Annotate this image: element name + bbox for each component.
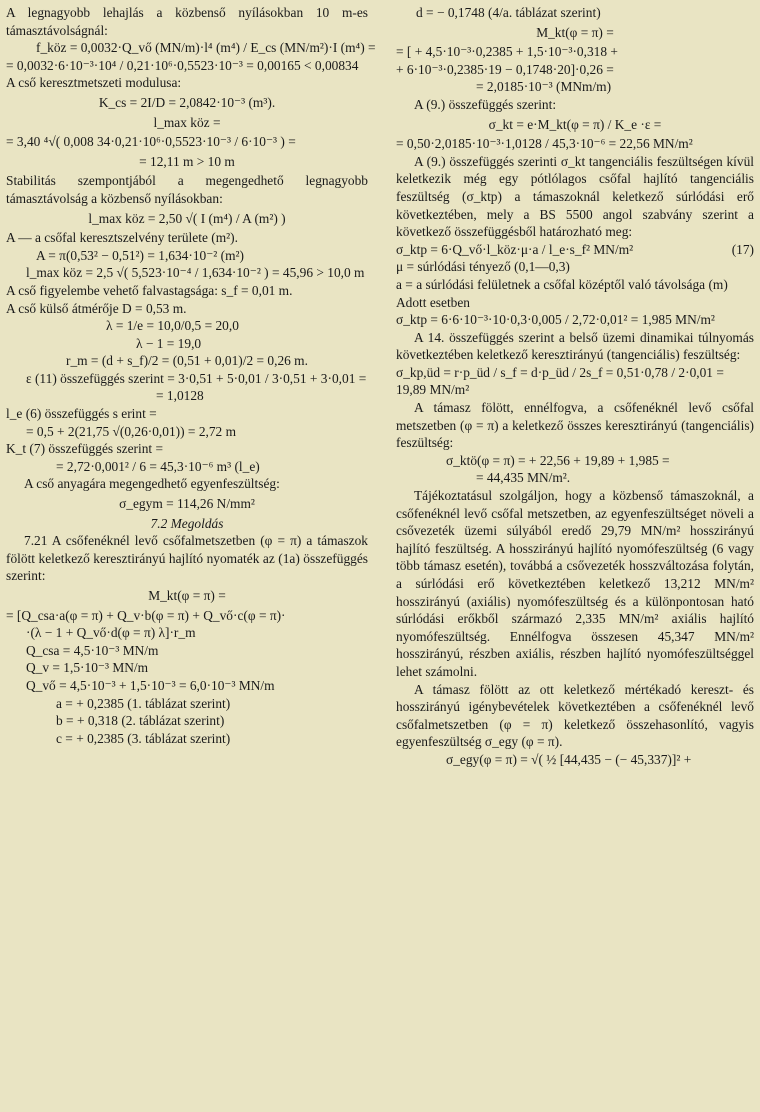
text-content: 7.2 Megoldás [150,515,224,531]
text-paragraph [396,276,754,294]
text-content: A cső anyagára megengedhető egyenfeszültség: [24,476,280,492]
text-content: Q_csa = 4,5·10⁻³ MN/m [26,642,159,658]
text-content: A cső külső átmérője D = 0,53 m. [6,300,187,316]
text-content: A támasz fölött, ennélfogva, a csőfenéknél levő csőfal metszetben (φ = π) a keletkező összes keresztirányú (tangenciális) feszültség: [396,400,754,451]
text-paragraph [6,74,368,92]
equation-number: (17) [731,241,754,257]
text-content: σ_egy(φ = π) = √( ½ [44,435 − (− 45,337)]² + [446,751,692,767]
equation-line [6,677,368,695]
text-paragraph [396,294,754,312]
equation-line [396,61,754,79]
equation-line [396,43,754,61]
text-content: l_max köz = [153,114,221,130]
text-content: Stabilitás szempontjából a megengedhető legnagyobb támasztávolság a közbenső nyílásokban: [6,173,368,206]
text-content: M_kt(φ = π) = [536,24,614,40]
text-content: = 0,0032·6·10⁻³·10⁴ / 0,21·10⁶·0,5523·10⁻³ = 0,00165 < 0,00834 [6,57,359,73]
text-content: = [Q_csa·a(φ = π) + Q_v·b(φ = π) + Q_vő·c(φ = π)· [6,607,286,623]
text-content: = 0,5 + 2(21,75 √(0,26·0,01)) = 2,72 m [26,423,237,439]
text-content: Tájékoztatásul szolgáljon, hogy a közbenső támaszoknál, a csőfenéknél levő csőfal metszetben, az egyenfeszültséget növeli a csővezeték üzemi súlyából eredő 29,79 MN/m² hosszirányú hajlító feszültség. A hosszirányú hajlító nyomófeszültség (6 vagy több támasz esetén), továbbá a csővezeték hosszváltozása folytán, a súrlódási erő következtében keletkező 13,212 MN/m² hosszirányú (axiális) nyomófeszültség és a különpontosan ható súrlódási erőkből származó 2,335 MN/m² axiális hajlító nyomófeszültség. Ennélfogva összesen 45,347 MN/m² hosszirányú, részben axiális, részben hajlító nyomófeszültséggel lehet számolni. [396,488,754,679]
text-content: = [ + 4,5·10⁻³·0,2385 + 1,5·10⁻³·0,318 + [396,44,618,60]
text-paragraph [6,282,368,300]
text-content: ε (11) összefüggés szerint = 3·0,51 + 5·0,01 / 3·0,51 + 3·0,01 = [26,370,367,386]
equation-line [6,659,368,677]
text-content: A = π(0,53² − 0,51²) = 1,634·10⁻² (m²) [36,247,245,263]
equation-line [6,39,376,57]
equation-line [6,153,368,171]
equation-line [6,94,368,112]
text-content: A 14. összefüggés szerint a belső üzemi dinamikai túlnyomás következtében keletkező keresztirányú (tangenciális) feszültség: [396,329,754,363]
text-paragraph [6,4,368,39]
right-column [396,4,754,769]
text-content: = 1,0128 [156,388,204,404]
text-content: σ_ktp = 6·6·10⁻³·10·0,3·0,005 / 2,72·0,01² = 1,985 MN/m² [396,312,715,328]
text-paragraph [396,153,754,241]
text-content: A támasz fölött az ott keletkező mértékadó kereszt- és hosszirányú igénybevételek következtében a csőfenéknél levő csőfalmetszetben (φ = π) keletkező összehasonlító, vagyis egyenfeszültség σ_egy (φ = π). [396,681,754,750]
text-content: d = − 0,1748 (4/a. táblázat szerint) [416,5,601,20]
text-content: = 3,40 ⁴√( 0,008 34·0,21·10⁶·0,5523·10⁻³ / 6·10⁻³ ) = [6,134,296,150]
text-content: = 2,72·0,001² / 6 = 45,3·10⁻⁶ m³ (l_e) [56,458,260,474]
equation-line [396,311,754,329]
text-content: 7.21 A csőfenéknél levő csőfalmetszetben (φ = π) a támaszok fölött keletkező keresztirányú hajlító nyomaték az (1a) összefüggés szerint: [6,533,368,584]
text-paragraph [6,440,368,458]
text-content: b = + 0,318 (2. táblázat szerint) [56,713,225,729]
text-paragraph [396,487,754,681]
text-content: 19,89 MN/m² [396,382,470,398]
text-paragraph [396,258,754,276]
equation-line [6,712,368,730]
text-content: = 2,0185·10⁻³ (MNm/m) [476,79,612,95]
equation-line [396,241,754,259]
text-content: = 0,50·2,0185·10⁻³·1,0128 / 45,3·10⁻⁶ = 22,56 MN/m² [396,136,693,152]
equation-line [6,352,368,370]
text-content: ·(λ − 1 + Q_vő·d(φ = π) λ]·r_m [26,625,196,641]
equation-line [396,78,754,96]
equation-line [396,24,754,42]
text-paragraph [396,399,754,452]
text-content: = 12,11 m > 10 m [139,153,235,169]
text-content: σ_kp,üd = r·p_üd / s_f = d·p_üd / 2s_f = 0,51·0,78 / 2·0,01 = [396,364,724,380]
equation-line [6,114,368,132]
text-paragraph [396,329,754,364]
text-paragraph [6,532,368,585]
equation-line [6,370,368,388]
equation-line [6,624,368,642]
text-content: c = + 0,2385 (3. táblázat szerint) [56,730,231,746]
text-content: A (9.) összefüggés szerint: [414,96,557,112]
text-content: Q_v = 1,5·10⁻³ MN/m [26,660,149,676]
equation-line [6,247,368,265]
equation-line [396,135,754,153]
text-paragraph [396,96,754,114]
equation-line [6,695,368,713]
text-paragraph [396,381,754,399]
equation-line [396,4,754,22]
text-content: l_max köz = 2,50 √( I (m⁴) / A (m²) ) [88,210,286,226]
equation-line [6,458,368,476]
text-content: A cső figyelembe vehető falvastagsága: s_f = 0,01 m. [6,282,293,298]
text-content: λ = 1/e = 10,0/0,5 = 20,0 [106,318,239,334]
equation-line [6,335,368,353]
text-content: σ_egym = 114,26 N/mm² [119,496,255,512]
left-column [6,4,376,747]
text-content: r_m = (d + s_f)/2 = (0,51 + 0,01)/2 = 0,26 m. [66,353,308,369]
equation-line [6,587,368,605]
text-content: + 6·10⁻³·0,2385·19 − 0,1748·20]·0,26 = [396,61,614,77]
equation-line [396,452,754,470]
text-content: A cső keresztmetszeti modulusa: [6,75,182,91]
equation-line [6,210,368,228]
text-content: σ_ktö(φ = π) = + 22,56 + 19,89 + 1,985 = [446,452,670,468]
equation-line [396,751,754,769]
text-content: σ_ktp = 6·Q_vő·l_köz·μ·a / l_e·s_f² MN/m² [396,241,634,257]
equation-line [396,116,754,134]
text-content: = 44,435 MN/m². [476,470,571,486]
text-paragraph [6,300,368,318]
text-content: A legnagyobb lehajlás a közbenső nyílásokban 10 m-es támasztávolságnál: [6,5,368,38]
text-content: A — a csőfal keresztszelvény területe (m²). [6,230,238,246]
text-content: M_kt(φ = π) = [148,588,226,603]
equation-line [6,607,368,625]
text-content: σ_kt = e·M_kt(φ = π) / K_e ·ε = [488,116,662,132]
text-content: Adott esetben [396,294,471,310]
text-paragraph [6,229,368,247]
equation-line [396,364,754,382]
text-content: l_e (6) összefüggés s erint = [6,406,157,422]
text-content: λ − 1 = 19,0 [136,335,202,351]
text-content: Q_vő = 4,5·10⁻³ + 1,5·10⁻³ = 6,0·10⁻³ MN/m [26,677,275,693]
equation-line [6,264,368,282]
equation-line [6,57,368,75]
text-content: K_t (7) összefüggés szerint = [6,441,164,457]
text-content: a = + 0,2385 (1. táblázat szerint) [56,695,231,711]
text-content: K_cs = 2I/D = 2,0842·10⁻³ (m³). [98,94,276,110]
text-paragraph [6,405,368,423]
text-paragraph [6,475,368,493]
equation-line [396,469,754,487]
text-content: a = a súrlódási felületnek a csőfal középtől való távolsága (m) [396,276,728,292]
text-content: A (9.) összefüggés szerinti σ_kt tangenciális feszültségen kívül keletkezik még egy pótlólagos csőfal hajlító tangenciális feszültség (σ_ktp) a támaszoknál keletkező súrlódási erő következtében, mely a BS 5500 angol szabvány szerint a következő összefüggésből határozható meg: [396,153,754,240]
equation-line [6,317,368,335]
equation-line [6,423,368,441]
text-paragraph [6,515,368,533]
equation-line [6,387,368,405]
text-paragraph [396,681,754,751]
text-paragraph [6,172,368,207]
text-content: μ = súrlódási tényező (0,1—0,3) [396,259,570,275]
equation-line [6,730,368,748]
equation-line [6,495,368,513]
equation-line [6,133,368,151]
text-content: f_köz = 0,0032·Q_vő (MN/m)·l⁴ (m⁴) / E_cs (MN/m²)·I (m⁴) = [36,40,376,56]
text-content: l_max köz = 2,5 √( 5,523·10⁻⁴ / 1,634·10⁻² ) = 45,96 > 10,0 m [26,265,365,281]
equation-line [6,642,368,660]
